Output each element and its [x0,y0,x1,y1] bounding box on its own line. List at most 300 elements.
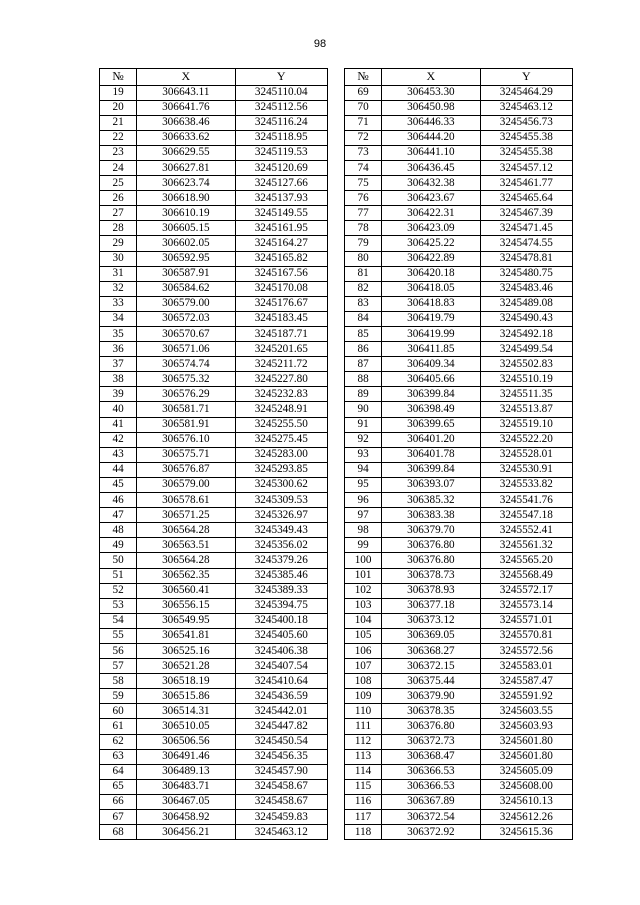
cell-x-left: 306633.62 [137,130,235,145]
table-row [100,613,573,628]
cell-x-left: 306521.28 [137,659,235,674]
cell-x-right: 306393.07 [382,477,480,492]
cell-no-left: 19 [100,85,137,100]
cell-y-right: 3245463.12 [480,100,572,115]
cell-x-right: 306419.79 [382,311,480,326]
cell-x-left: 306571.25 [137,508,235,523]
cell-no-left: 51 [100,568,137,583]
cell-no-left: 27 [100,206,137,221]
cell-no-left: 65 [100,779,137,794]
column-gap [327,221,344,236]
column-gap [327,100,344,115]
cell-no-left: 60 [100,704,137,719]
cell-y-right: 3245480.75 [480,266,572,281]
cell-no-left: 52 [100,583,137,598]
cell-no-right: 102 [345,583,382,598]
cell-y-left: 3245119.53 [235,145,327,160]
cell-x-left: 306581.91 [137,417,235,432]
table-header-row [100,69,573,86]
column-gap [327,281,344,296]
column-gap [327,176,344,191]
cell-y-left: 3245176.67 [235,296,327,311]
cell-no-right: 116 [345,794,382,809]
cell-no-left: 24 [100,160,137,175]
cell-y-right: 3245455.38 [480,145,572,160]
cell-y-left: 3245120.69 [235,160,327,175]
column-gap [327,779,344,794]
cell-y-right: 3245461.77 [480,176,572,191]
table-row [100,628,573,643]
cell-no-left: 43 [100,447,137,462]
table-row [100,643,573,658]
cell-y-left: 3245458.67 [235,779,327,794]
cell-no-left: 66 [100,794,137,809]
cell-y-left: 3245326.97 [235,508,327,523]
cell-no-right: 110 [345,704,382,719]
cell-x-left: 306483.71 [137,779,235,794]
cell-x-right: 306423.09 [382,221,480,236]
column-gap [327,417,344,432]
cell-y-left: 3245410.64 [235,674,327,689]
cell-no-left: 59 [100,689,137,704]
cell-x-right: 306366.53 [382,779,480,794]
cell-no-right: 103 [345,598,382,613]
cell-no-left: 47 [100,508,137,523]
cell-no-right: 117 [345,810,382,825]
cell-no-left: 28 [100,221,137,236]
table-row [100,704,573,719]
cell-x-left: 306605.15 [137,221,235,236]
cell-x-left: 306576.87 [137,462,235,477]
table-row [100,115,573,130]
cell-y-left: 3245389.33 [235,583,327,598]
column-gap [327,689,344,704]
cell-x-left: 306571.06 [137,342,235,357]
cell-no-left: 36 [100,342,137,357]
cell-x-left: 306579.00 [137,477,235,492]
table-row [100,130,573,145]
column-gap [327,794,344,809]
cell-y-right: 3245552.41 [480,523,572,538]
table-row [100,764,573,779]
column-gap [327,553,344,568]
cell-no-right: 118 [345,825,382,840]
cell-x-right: 306376.80 [382,553,480,568]
coordinates-table [99,68,573,840]
cell-no-left: 30 [100,251,137,266]
cell-no-right: 82 [345,281,382,296]
column-gap [327,85,344,100]
cell-no-right: 84 [345,311,382,326]
cell-y-right: 3245605.09 [480,764,572,779]
cell-y-right: 3245483.46 [480,281,572,296]
column-gap [327,236,344,251]
table-row [100,493,573,508]
cell-x-right: 306399.65 [382,417,480,432]
cell-y-right: 3245456.73 [480,115,572,130]
cell-y-left: 3245349.43 [235,523,327,538]
table-row [100,266,573,281]
cell-y-left: 3245170.08 [235,281,327,296]
column-gap [327,508,344,523]
cell-no-right: 70 [345,100,382,115]
cell-no-right: 113 [345,749,382,764]
table-row [100,719,573,734]
table-row [100,327,573,342]
cell-x-left: 306643.11 [137,85,235,100]
cell-x-right: 306418.05 [382,281,480,296]
cell-no-right: 112 [345,734,382,749]
cell-x-right: 306378.93 [382,583,480,598]
cell-y-left: 3245442.01 [235,704,327,719]
cell-no-right: 73 [345,145,382,160]
cell-no-left: 53 [100,598,137,613]
column-gap [327,477,344,492]
cell-x-right: 306375.44 [382,674,480,689]
cell-x-left: 306549.95 [137,613,235,628]
cell-x-right: 306385.32 [382,493,480,508]
cell-no-left: 22 [100,130,137,145]
cell-y-left: 3245385.46 [235,568,327,583]
cell-x-right: 306399.84 [382,462,480,477]
cell-x-right: 306373.12 [382,613,480,628]
column-gap [327,598,344,613]
table-row [100,779,573,794]
cell-y-left: 3245405.60 [235,628,327,643]
cell-no-left: 20 [100,100,137,115]
cell-y-left: 3245127.66 [235,176,327,191]
cell-y-right: 3245490.43 [480,311,572,326]
cell-y-left: 3245187.71 [235,327,327,342]
cell-y-left: 3245458.67 [235,794,327,809]
cell-x-left: 306581.71 [137,402,235,417]
column-gap [327,311,344,326]
table-row [100,523,573,538]
cell-x-left: 306570.67 [137,327,235,342]
cell-x-right: 306418.83 [382,296,480,311]
cell-x-right: 306401.20 [382,432,480,447]
cell-y-right: 3245601.80 [480,749,572,764]
table-row [100,568,573,583]
cell-y-left: 3245407.54 [235,659,327,674]
table-row [100,357,573,372]
table-row [100,191,573,206]
cell-x-left: 306576.29 [137,387,235,402]
table-row [100,659,573,674]
cell-x-left: 306562.35 [137,568,235,583]
cell-no-left: 68 [100,825,137,840]
cell-y-right: 3245541.76 [480,493,572,508]
cell-no-right: 79 [345,236,382,251]
cell-y-left: 3245167.56 [235,266,327,281]
column-gap [327,628,344,643]
cell-x-left: 306467.05 [137,794,235,809]
column-gap [327,387,344,402]
cell-x-right: 306409.34 [382,357,480,372]
cell-y-right: 3245571.01 [480,613,572,628]
column-gap [327,432,344,447]
cell-no-right: 69 [345,85,382,100]
cell-x-right: 306368.27 [382,643,480,658]
cell-no-right: 83 [345,296,382,311]
cell-no-left: 62 [100,734,137,749]
cell-no-right: 89 [345,387,382,402]
cell-y-right: 3245587.47 [480,674,572,689]
cell-x-right: 306453.30 [382,85,480,100]
table-row [100,387,573,402]
cell-y-left: 3245406.38 [235,643,327,658]
cell-no-right: 72 [345,130,382,145]
cell-x-right: 306372.54 [382,810,480,825]
cell-x-left: 306563.51 [137,538,235,553]
column-gap [327,538,344,553]
cell-y-right: 3245547.18 [480,508,572,523]
cell-no-left: 55 [100,628,137,643]
cell-no-right: 96 [345,493,382,508]
column-gap [327,130,344,145]
column-gap [327,372,344,387]
cell-no-right: 75 [345,176,382,191]
column-gap [327,69,344,86]
column-gap [327,447,344,462]
cell-x-right: 306383.38 [382,508,480,523]
cell-x-left: 306525.16 [137,643,235,658]
cell-no-right: 86 [345,342,382,357]
cell-no-left: 31 [100,266,137,281]
column-gap [327,704,344,719]
cell-y-right: 3245465.64 [480,191,572,206]
cell-no-right: 80 [345,251,382,266]
cell-y-left: 3245394.75 [235,598,327,613]
cell-y-right: 3245511.35 [480,387,572,402]
cell-no-left: 26 [100,191,137,206]
cell-y-right: 3245519.10 [480,417,572,432]
cell-no-right: 93 [345,447,382,462]
cell-no-right: 105 [345,628,382,643]
table-row [100,311,573,326]
cell-y-left: 3245112.56 [235,100,327,115]
cell-x-right: 306366.53 [382,764,480,779]
cell-y-right: 3245608.00 [480,779,572,794]
cell-x-right: 306378.35 [382,704,480,719]
cell-x-right: 306420.18 [382,266,480,281]
cell-x-right: 306401.78 [382,447,480,462]
table-row [100,794,573,809]
cell-y-left: 3245164.27 [235,236,327,251]
cell-no-left: 56 [100,643,137,658]
cell-x-right: 306377.18 [382,598,480,613]
cell-y-right: 3245464.29 [480,85,572,100]
cell-y-right: 3245513.87 [480,402,572,417]
table-row [100,296,573,311]
cell-x-left: 306506.56 [137,734,235,749]
cell-no-left: 57 [100,659,137,674]
cell-no-left: 25 [100,176,137,191]
cell-no-right: 114 [345,764,382,779]
cell-x-right: 306398.49 [382,402,480,417]
cell-no-left: 64 [100,764,137,779]
table-row [100,160,573,175]
cell-y-left: 3245255.50 [235,417,327,432]
cell-y-right: 3245615.36 [480,825,572,840]
cell-y-left: 3245110.04 [235,85,327,100]
table-row [100,810,573,825]
cell-x-right: 306379.90 [382,689,480,704]
cell-x-left: 306560.41 [137,583,235,598]
table-row [100,372,573,387]
cell-y-left: 3245183.45 [235,311,327,326]
cell-no-right: 91 [345,417,382,432]
cell-no-right: 95 [345,477,382,492]
cell-x-right: 306379.70 [382,523,480,538]
cell-x-right: 306423.67 [382,191,480,206]
column-gap [327,825,344,840]
cell-no-left: 44 [100,462,137,477]
cell-x-right: 306446.33 [382,115,480,130]
cell-y-left: 3245400.18 [235,613,327,628]
table-row [100,85,573,100]
column-gap [327,462,344,477]
cell-y-left: 3245283.00 [235,447,327,462]
cell-no-left: 54 [100,613,137,628]
cell-y-right: 3245568.49 [480,568,572,583]
cell-y-right: 3245561.32 [480,538,572,553]
cell-x-right: 306425.22 [382,236,480,251]
column-gap [327,191,344,206]
cell-no-left: 49 [100,538,137,553]
page-number: 98 [313,38,327,50]
cell-x-left: 306574.74 [137,357,235,372]
cell-no-left: 48 [100,523,137,538]
cell-y-right: 3245603.55 [480,704,572,719]
cell-y-left: 3245309.53 [235,493,327,508]
table-row [100,236,573,251]
cell-x-left: 306456.21 [137,825,235,840]
cell-no-left: 61 [100,719,137,734]
cell-y-left: 3245456.35 [235,749,327,764]
cell-no-right: 78 [345,221,382,236]
cell-no-right: 74 [345,160,382,175]
cell-x-left: 306564.28 [137,523,235,538]
cell-no-right: 97 [345,508,382,523]
cell-y-left: 3245447.82 [235,719,327,734]
header-y-left: Y [235,69,327,86]
cell-x-right: 306419.99 [382,327,480,342]
cell-x-right: 306411.85 [382,342,480,357]
cell-no-right: 87 [345,357,382,372]
cell-no-right: 90 [345,402,382,417]
cell-y-right: 3245478.81 [480,251,572,266]
cell-x-right: 306422.89 [382,251,480,266]
cell-y-left: 3245459.83 [235,810,327,825]
column-gap [327,810,344,825]
cell-x-right: 306372.73 [382,734,480,749]
cell-no-left: 38 [100,372,137,387]
cell-no-right: 109 [345,689,382,704]
column-gap [327,327,344,342]
cell-no-right: 98 [345,523,382,538]
table-row [100,477,573,492]
cell-y-right: 3245489.08 [480,296,572,311]
cell-y-left: 3245275.45 [235,432,327,447]
column-gap [327,115,344,130]
table-row [100,674,573,689]
cell-y-left: 3245149.55 [235,206,327,221]
cell-no-left: 46 [100,493,137,508]
table-row [100,749,573,764]
column-gap [327,583,344,598]
cell-y-right: 3245455.38 [480,130,572,145]
column-gap [327,613,344,628]
cell-no-left: 41 [100,417,137,432]
cell-y-right: 3245572.56 [480,643,572,658]
cell-y-right: 3245610.13 [480,794,572,809]
cell-y-left: 3245211.72 [235,357,327,372]
table-row [100,251,573,266]
cell-no-right: 92 [345,432,382,447]
cell-no-left: 35 [100,327,137,342]
cell-x-left: 306623.74 [137,176,235,191]
column-gap [327,568,344,583]
cell-x-left: 306514.31 [137,704,235,719]
cell-x-left: 306641.76 [137,100,235,115]
cell-x-left: 306578.61 [137,493,235,508]
column-gap [327,719,344,734]
cell-y-right: 3245573.14 [480,598,572,613]
cell-y-right: 3245528.01 [480,447,572,462]
cell-x-left: 306629.55 [137,145,235,160]
cell-x-left: 306587.91 [137,266,235,281]
header-y-right: Y [480,69,572,86]
cell-x-right: 306432.38 [382,176,480,191]
column-gap [327,296,344,311]
cell-y-left: 3245436.59 [235,689,327,704]
cell-no-left: 33 [100,296,137,311]
cell-y-right: 3245572.17 [480,583,572,598]
cell-no-left: 63 [100,749,137,764]
cell-y-left: 3245137.93 [235,191,327,206]
cell-y-left: 3245201.65 [235,342,327,357]
column-gap [327,266,344,281]
table-row [100,206,573,221]
table-row [100,281,573,296]
cell-x-right: 306376.80 [382,719,480,734]
cell-y-right: 3245510.19 [480,372,572,387]
column-gap [327,206,344,221]
cell-x-left: 306592.95 [137,251,235,266]
cell-no-right: 101 [345,568,382,583]
cell-no-right: 71 [345,115,382,130]
cell-no-right: 104 [345,613,382,628]
cell-x-left: 306510.05 [137,719,235,734]
column-gap [327,251,344,266]
table-row [100,417,573,432]
header-x-left: X [137,69,235,86]
table-row [100,553,573,568]
cell-y-left: 3245161.95 [235,221,327,236]
cell-x-right: 306372.92 [382,825,480,840]
cell-x-right: 306422.31 [382,206,480,221]
cell-y-left: 3245379.26 [235,553,327,568]
cell-x-left: 306584.62 [137,281,235,296]
cell-y-left: 3245463.12 [235,825,327,840]
cell-x-right: 306369.05 [382,628,480,643]
table-row [100,100,573,115]
cell-x-right: 306367.89 [382,794,480,809]
cell-y-left: 3245118.95 [235,130,327,145]
cell-x-right: 306444.20 [382,130,480,145]
column-gap [327,659,344,674]
